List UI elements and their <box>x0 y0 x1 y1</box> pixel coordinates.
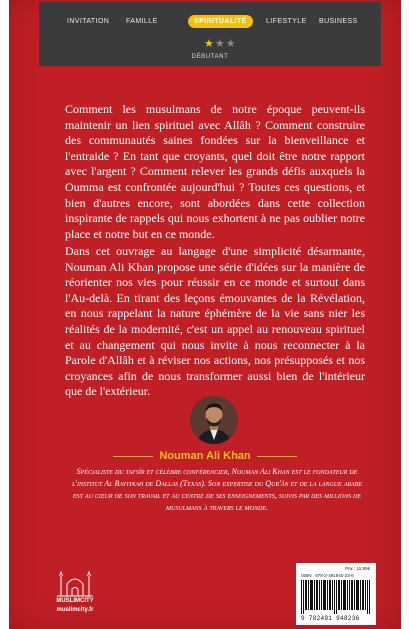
star-filled-icon: ★ <box>204 38 215 50</box>
tab-famille[interactable]: FAMILLE <box>126 18 158 25</box>
publisher-name: MUSLIMCITY <box>56 598 94 604</box>
tab-lifestyle[interactable]: LIFESTYLE <box>266 18 307 25</box>
author-name: Nouman Ali Khan <box>159 450 251 462</box>
category-menu <box>39 2 381 66</box>
description-paragraph-1: Comment les musulmans de notre époque peuvent-ils maintenir un lien spirituel avec Allâh ? Comment construire des communautés saines fondées sur la bienveillance et l'entraide ? En tant que croyants, quel doit être notre rapport avec l'argent ? Comment relever les grands défis auxquels la Oumma est confrontée aujourd'hui ? Toutes ces questions, et bien d'autres encore, sont abordées dans cette collection inspirante de rappels qui nous exhortent à ne pas oublier notre place et notre but en ce monde. <box>65 102 365 241</box>
barcode-image <box>301 580 371 614</box>
level-label: DÉBUTANT <box>191 54 229 60</box>
publisher-url: muslimcity.fr <box>56 607 94 613</box>
price-text: Prix : 11.90€ <box>345 566 370 571</box>
author-bio: Spécialiste du tafsîr et célèbre conférencier, Nouman Ali Khan est le fondateur de l'institut Al Bayyinah de Dallas (Texas). Son expertise du Qur'ân et de la langue arabe est au cœur de son travail et au centre de ses enseignements, suivis par des millions de musulmans à travers le monde. <box>71 467 363 512</box>
author-heading <box>9 450 401 462</box>
star-empty-icon: ★ <box>214 38 226 50</box>
divider <box>257 456 297 457</box>
star-empty-icon: ★ <box>225 38 237 50</box>
divider <box>113 456 153 457</box>
tab-invitation[interactable]: INVITATION <box>67 18 110 25</box>
barcode-number: 9 782491 948236 <box>301 615 360 622</box>
isbn-text: ISBN : 978-2-491940-23-6 <box>301 573 354 578</box>
publisher-logo <box>55 568 95 618</box>
tab-spiritualite[interactable]: SPIRITUALITÉ <box>188 15 253 28</box>
back-cover <box>9 0 401 629</box>
description-paragraph-2: Dans cet ouvrage au langage d'une simplicité désarmante, Nouman Ali Khan propose une série d'idées sur la manière de réorienter nos vies pour réussir en ce monde et surtout dans l'Au-delà. En tirant des leçons émouvantes de la Révélation, en nous rappelant la nature éphémère de la vie sans nier les réalités de la modernité, c'est un appel au renouveau spirituel et au changement qui nous invite à nous reconnecter à la Parole d'Allâh et à réviser nos actions, nos présupposés et nos croyances afin de nous transformer aussi bien de l'intérieur que de l'extérieur. <box>65 244 365 399</box>
category-tabs <box>39 15 381 31</box>
barcode-label <box>296 563 376 625</box>
author-photo <box>190 396 238 444</box>
mosque-icon <box>55 568 95 598</box>
level-rating <box>204 37 237 50</box>
tab-business[interactable]: BUSINESS <box>319 18 358 25</box>
